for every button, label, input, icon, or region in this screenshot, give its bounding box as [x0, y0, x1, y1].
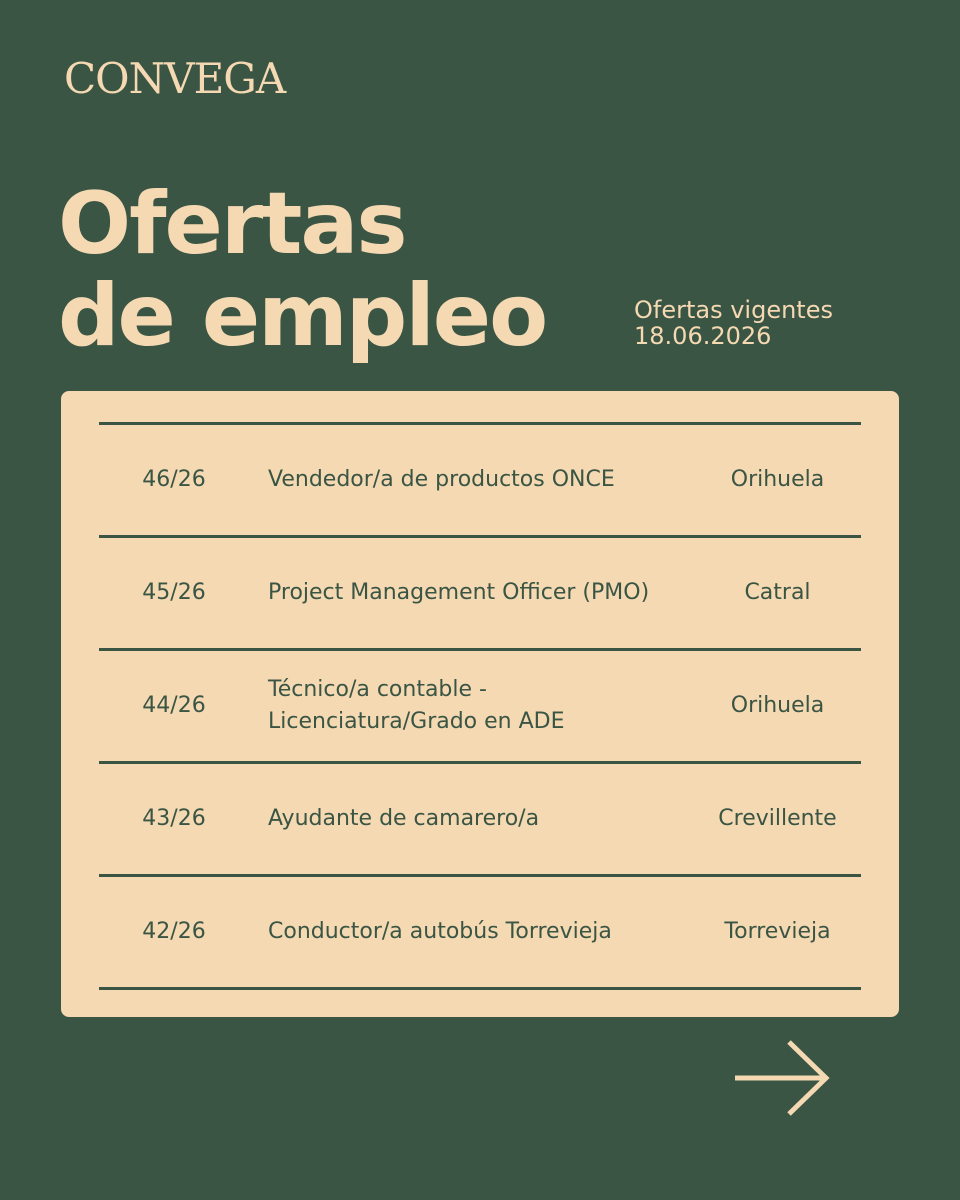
offer-code: 42/26	[142, 919, 206, 944]
table-row[interactable]	[99, 764, 861, 877]
page-title-line-2: de empleo	[58, 266, 547, 366]
offer-code: 44/26	[142, 693, 206, 718]
offer-title: Técnico/a contable - Licenciatura/Grado en ADE	[268, 677, 565, 734]
offer-title: Vendedor/a de productos ONCE	[268, 467, 615, 492]
subtitle-line-2: 18.06.2026	[634, 322, 772, 350]
arrow-right-icon[interactable]	[733, 1040, 831, 1116]
offer-location: Catral	[744, 580, 811, 605]
offer-title: Ayudante de camarero/a	[268, 806, 540, 831]
subtitle-line-1: Ofertas vigentes	[634, 296, 833, 324]
offer-title: Project Management Officer (PMO)	[268, 580, 650, 605]
offers-date-label	[634, 297, 833, 349]
offers-table	[99, 422, 861, 990]
offer-code: 46/26	[142, 467, 206, 492]
table-row[interactable]	[99, 538, 861, 651]
offer-code: 43/26	[142, 806, 206, 831]
offers-card	[61, 391, 899, 1017]
offer-location: Orihuela	[730, 467, 825, 492]
offer-location: Crevillente	[718, 806, 837, 831]
page-title	[58, 174, 547, 366]
offer-location: Orihuela	[730, 693, 825, 718]
table-row[interactable]	[99, 425, 861, 538]
offer-code: 45/26	[142, 580, 206, 605]
offer-title: Conductor/a autobús Torrevieja	[268, 919, 612, 944]
table-row[interactable]	[99, 877, 861, 990]
brand-logo: CONVEGA	[64, 54, 286, 103]
offer-location: Torrevieja	[724, 919, 831, 944]
table-row[interactable]	[99, 651, 861, 764]
page-title-line-1: Ofertas	[58, 174, 406, 274]
